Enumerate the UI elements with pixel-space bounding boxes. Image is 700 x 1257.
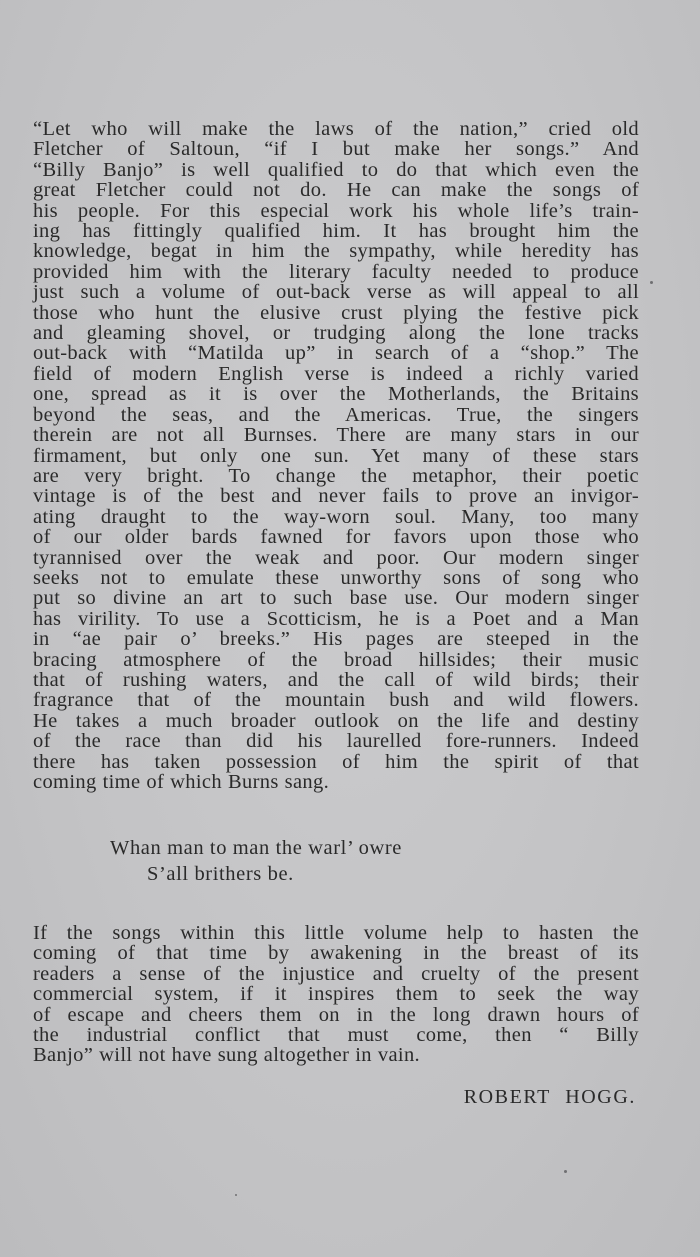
text-line: commercial system, if it inspires them to seek the way <box>33 983 639 1006</box>
text-line: of our older bards fawned for favors upon those who <box>33 526 639 549</box>
paper-speck <box>650 281 653 284</box>
text-line: coming time of which Burns sang. <box>33 771 330 793</box>
paragraph-1 <box>33 119 639 792</box>
text-line: tyrannised over the weak and poor. Our modern singer <box>33 546 639 569</box>
text-line: readers a sense of the injustice and cruelty of the present <box>33 962 639 985</box>
text-line: ating draught to the way-worn soul. Many, too many <box>33 505 639 528</box>
text-line: out-back with “Matilda up” in search of a “shop.” The <box>33 342 639 365</box>
text-line: are very bright. To change the metaphor, their poetic <box>33 464 639 487</box>
text-line: of escape and cheers them on in the long drawn hours of <box>33 1003 639 1026</box>
text-line: “Let who will make the laws of the nation,” cried old <box>33 118 639 140</box>
text-line: “Billy Banjo” is well qualified to do that which even the <box>33 158 639 181</box>
text-line: ing has fittingly qualified him. It has brought him the <box>33 220 639 243</box>
verse-line: S’all brithers be. <box>147 863 294 885</box>
verse-line: Whan man to man the warl’ owre <box>110 837 402 859</box>
text-line: vintage is of the best and never fails to prove an invigor- <box>33 485 639 508</box>
paper-speck <box>235 1194 237 1196</box>
text-line: firmament, but only one sun. Yet many of these stars <box>33 444 639 467</box>
text-line: great Fletcher could not do. He can make the songs of <box>33 179 639 202</box>
text-line: his people. For this especial work his whole life’s train- <box>33 199 639 222</box>
text-line: knowledge, begat in him the sympathy, while heredity has <box>33 240 639 263</box>
text-line: therein are not all Burnses. There are many stars in our <box>33 424 639 447</box>
text-line: If the songs within this little volume help to hasten the <box>33 922 639 944</box>
text-line: in “ae pair o’ breeks.” His pages are steeped in the <box>33 628 639 651</box>
text-line: seeks not to emulate these unworthy sons of song who <box>33 566 639 589</box>
text-line: bracing atmosphere of the broad hillsides; their music <box>33 648 639 671</box>
text-line: one, spread as it is over the Motherlands, the Britains <box>33 383 639 406</box>
author-signature: ROBERT HOGG. <box>463 1086 636 1108</box>
text-line: He takes a much broader outlook on the life and destiny <box>33 709 639 732</box>
text-line: beyond the seas, and the Americas. True, the singers <box>33 403 639 426</box>
paper-speck <box>564 1170 567 1173</box>
text-line: has virility. To use a Scotticism, he is a Poet and a Man <box>33 607 639 630</box>
text-line: of the race than did his laurelled fore-runners. Indeed <box>33 730 639 753</box>
text-line: those who hunt the elusive crust plying the festive pick <box>33 301 639 324</box>
text-line: Fletcher of Saltoun, “if I but make her songs.” And <box>33 138 639 161</box>
text-line: and gleaming shovel, or trudging along the lone tracks <box>33 322 639 345</box>
text-line: that of rushing waters, and the call of wild birds; their <box>33 668 639 691</box>
text-line: provided him with the literary faculty needed to produce <box>33 260 639 283</box>
text-line: coming of that time by awakening in the breast of its <box>33 942 639 965</box>
text-line: Banjo” will not have sung altogether in vain. <box>33 1044 421 1067</box>
text-line: put so divine an art to such base use. Our modern singer <box>33 587 639 610</box>
text-line: the industrial conflict that must come, then “ Billy <box>33 1024 639 1047</box>
text-line: fragrance that of the mountain bush and wild flowers. <box>33 689 639 712</box>
paragraph-2 <box>33 923 639 1066</box>
text-line: just such a volume of out-back verse as will appeal to all <box>33 281 639 304</box>
text-line: field of modern English verse is indeed a richly varied <box>33 362 639 385</box>
text-line: there has taken possession of him the spirit of that <box>33 750 639 773</box>
verse-quote <box>110 835 402 887</box>
